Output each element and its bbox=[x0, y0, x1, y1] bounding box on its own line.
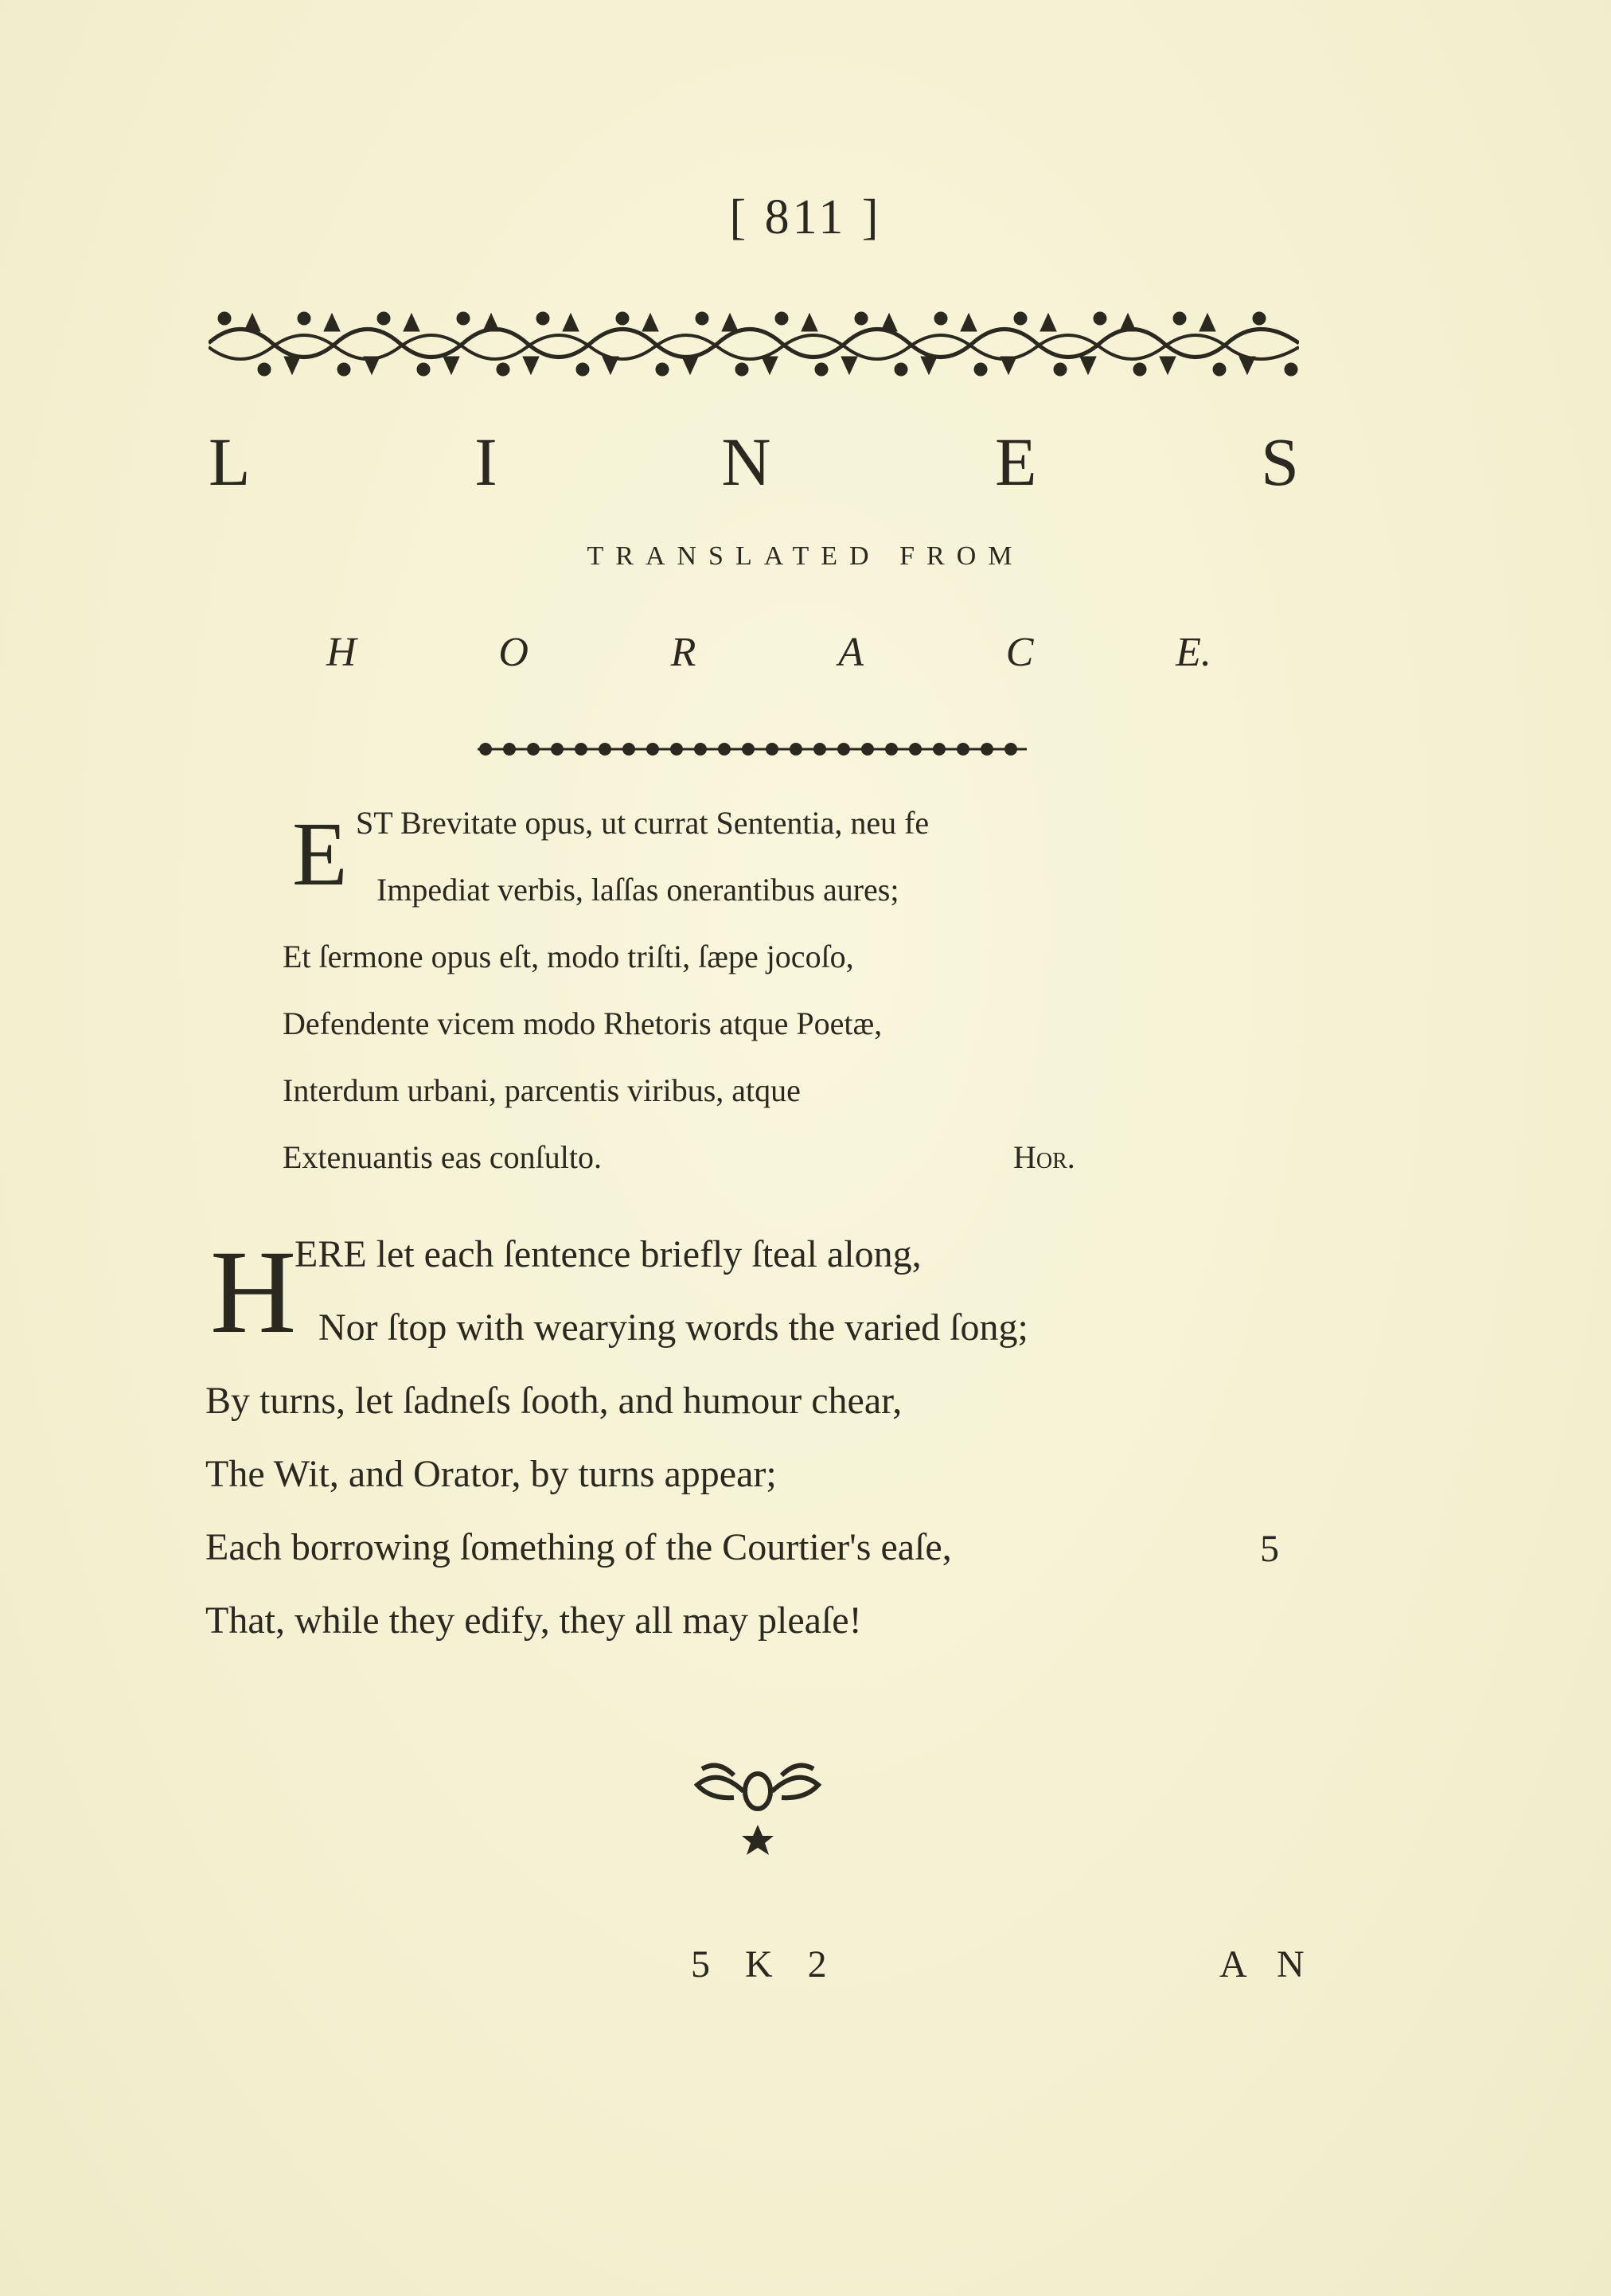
latin-line: Extenuantis eas conſulto. bbox=[283, 1139, 603, 1175]
drop-cap-e: E bbox=[292, 803, 348, 904]
latin-line: Defendente vicem modo Rhetoris atque Poetæ, bbox=[283, 1005, 883, 1041]
author-letter: E. bbox=[1176, 630, 1211, 675]
latin-line: ST Brevitate opus, ut currat Sententia, neu fe bbox=[356, 805, 930, 841]
title-letter: N bbox=[721, 424, 771, 500]
title-letter: I bbox=[474, 424, 497, 500]
drop-cap-h: H bbox=[210, 1226, 297, 1358]
floral-ornament-band bbox=[209, 307, 1299, 379]
latin-line: Interdum urbani, parcentis viribus, atque bbox=[283, 1072, 801, 1108]
author-name bbox=[326, 629, 1211, 685]
poem-line: Each borrowing ſomething of the Courtier's eaſe, bbox=[205, 1526, 952, 1568]
title-letter: S bbox=[1261, 424, 1299, 500]
subtitle: TRANSLATED FROM bbox=[587, 541, 1024, 571]
line-number: 5 bbox=[1260, 1528, 1279, 1570]
author-letter: A bbox=[838, 630, 864, 675]
latin-line: Impediat verbis, laſſas onerantibus aures; bbox=[376, 872, 899, 908]
latin-line: Et ſermone opus eſt, modo triſti, ſæpe jocoſo, bbox=[283, 939, 854, 974]
author-letter: H bbox=[326, 630, 357, 675]
page-number: [ 811 ] bbox=[729, 190, 882, 244]
decorative-rule bbox=[478, 736, 1027, 763]
poem-line: By turns, let ſadneſs ſooth, and humour chear, bbox=[205, 1380, 903, 1422]
author-letter: R bbox=[670, 630, 696, 675]
signature-mark: 5 K 2 bbox=[691, 1943, 840, 1986]
title-letter: L bbox=[209, 424, 251, 500]
catchword: A N bbox=[1219, 1943, 1316, 1986]
poem-line: ERE let each ſentence briefly ſteal along, bbox=[295, 1233, 922, 1275]
title-letter: E bbox=[995, 424, 1037, 500]
attribution: Hor. bbox=[1013, 1139, 1075, 1175]
poem-line: The Wit, and Orator, by turns appear; bbox=[205, 1453, 777, 1495]
title-lines bbox=[209, 422, 1299, 502]
author-letter: O bbox=[498, 630, 529, 675]
poem-line: Nor ſtop with wearying words the varied ſong; bbox=[318, 1306, 1028, 1349]
fleuron-ornament bbox=[686, 1751, 829, 1863]
poem-line: That, while they edify, they all may pleaſe! bbox=[205, 1599, 862, 1642]
author-letter: C bbox=[1005, 630, 1034, 675]
